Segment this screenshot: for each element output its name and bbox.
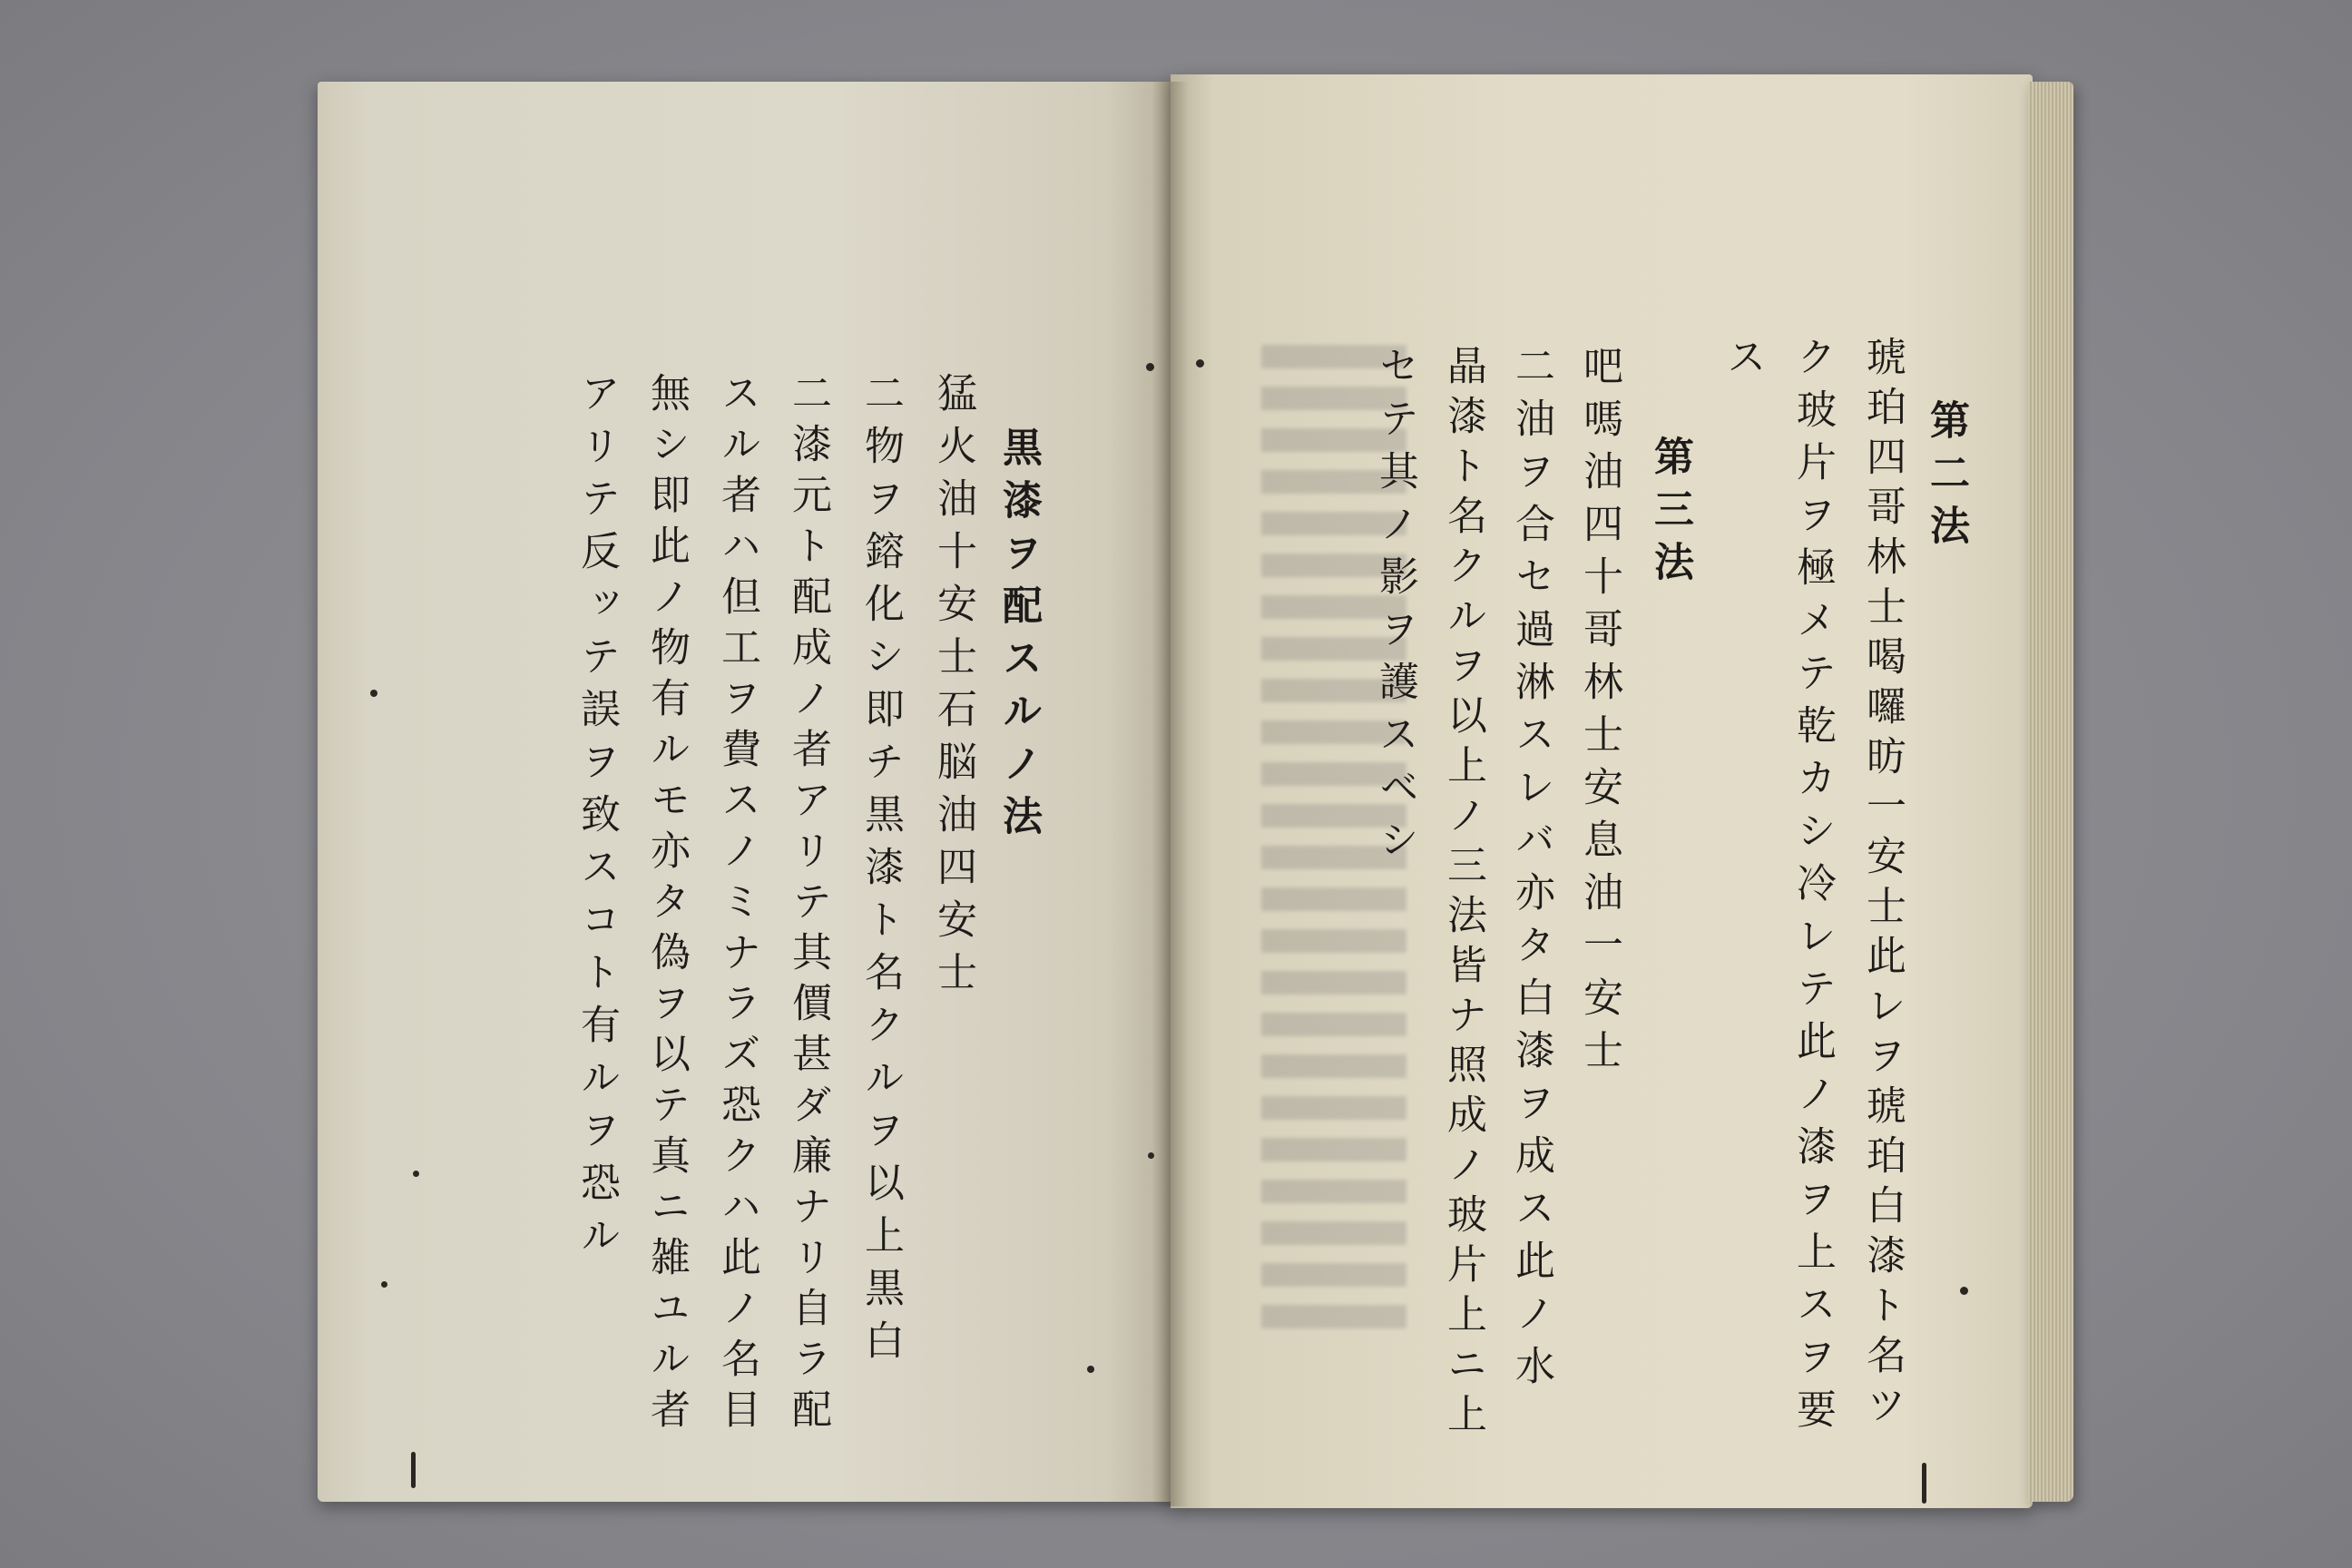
binding-hole-mark <box>1196 359 1204 368</box>
right-text-column: ス <box>1720 336 1766 388</box>
binding-hole-mark <box>1146 363 1154 371</box>
right-text-column: 晶漆ト名クルヲ以上ノ三法皆ナ照成ノ玻片上ニ上 <box>1440 345 1486 1443</box>
ink-mark <box>1148 1152 1154 1159</box>
right-text-column: ク玻片ヲ極メテ乾カシ冷レテ此ノ漆ヲ上スヲ要 <box>1789 336 1836 1441</box>
right-heading-second-method: 第二法 <box>1923 399 1969 557</box>
right-text-column: 二油ヲ合セ過淋スレバ亦タ白漆ヲ成ス此ノ水 <box>1508 345 1554 1397</box>
left-text-column: 二物ヲ鎔化シ即チ黒漆ト名クルヲ以上黒白 <box>858 372 904 1372</box>
left-text-column: 猛火油十安士石脳油四安士 <box>930 372 976 1004</box>
right-text-column: セテ其ノ影ヲ護スベシ <box>1372 345 1418 871</box>
right-heading-third-method: 第三法 <box>1647 436 1693 593</box>
ink-mark <box>370 690 377 697</box>
left-text-column: アリテ反ッテ誤ヲ致スコト有ルヲ恐ル <box>573 372 620 1267</box>
ink-stroke-mark <box>411 1452 416 1488</box>
book-gutter <box>1152 82 1189 1506</box>
ink-stroke-mark <box>1922 1463 1926 1504</box>
left-heading-black-lacquer: 黒漆ヲ配スルノ法 <box>995 426 1042 848</box>
ink-mark <box>381 1281 387 1288</box>
ink-mark <box>413 1171 419 1177</box>
right-text-column: 吧嗎油四十哥林士安息油一安士 <box>1576 345 1622 1082</box>
left-text-column: スル者ハ但工ヲ費スノミナラズ恐クハ此ノ名目 <box>714 372 760 1439</box>
ink-mark <box>1087 1366 1094 1373</box>
left-text-column: 二漆元ト配成ノ者アリテ其價甚ダ廉ナリ自ラ配 <box>785 372 831 1439</box>
left-text-column: 無シ即此ノ物有ルモ亦タ偽ヲ以テ真ニ雑ユル者 <box>643 372 690 1439</box>
page-edges <box>2028 82 2073 1502</box>
right-text-column: 琥珀四哥林士喝囉昉一安士此レヲ琥珀白漆ト名ツ <box>1859 336 1906 1434</box>
ink-mark <box>1960 1287 1968 1295</box>
